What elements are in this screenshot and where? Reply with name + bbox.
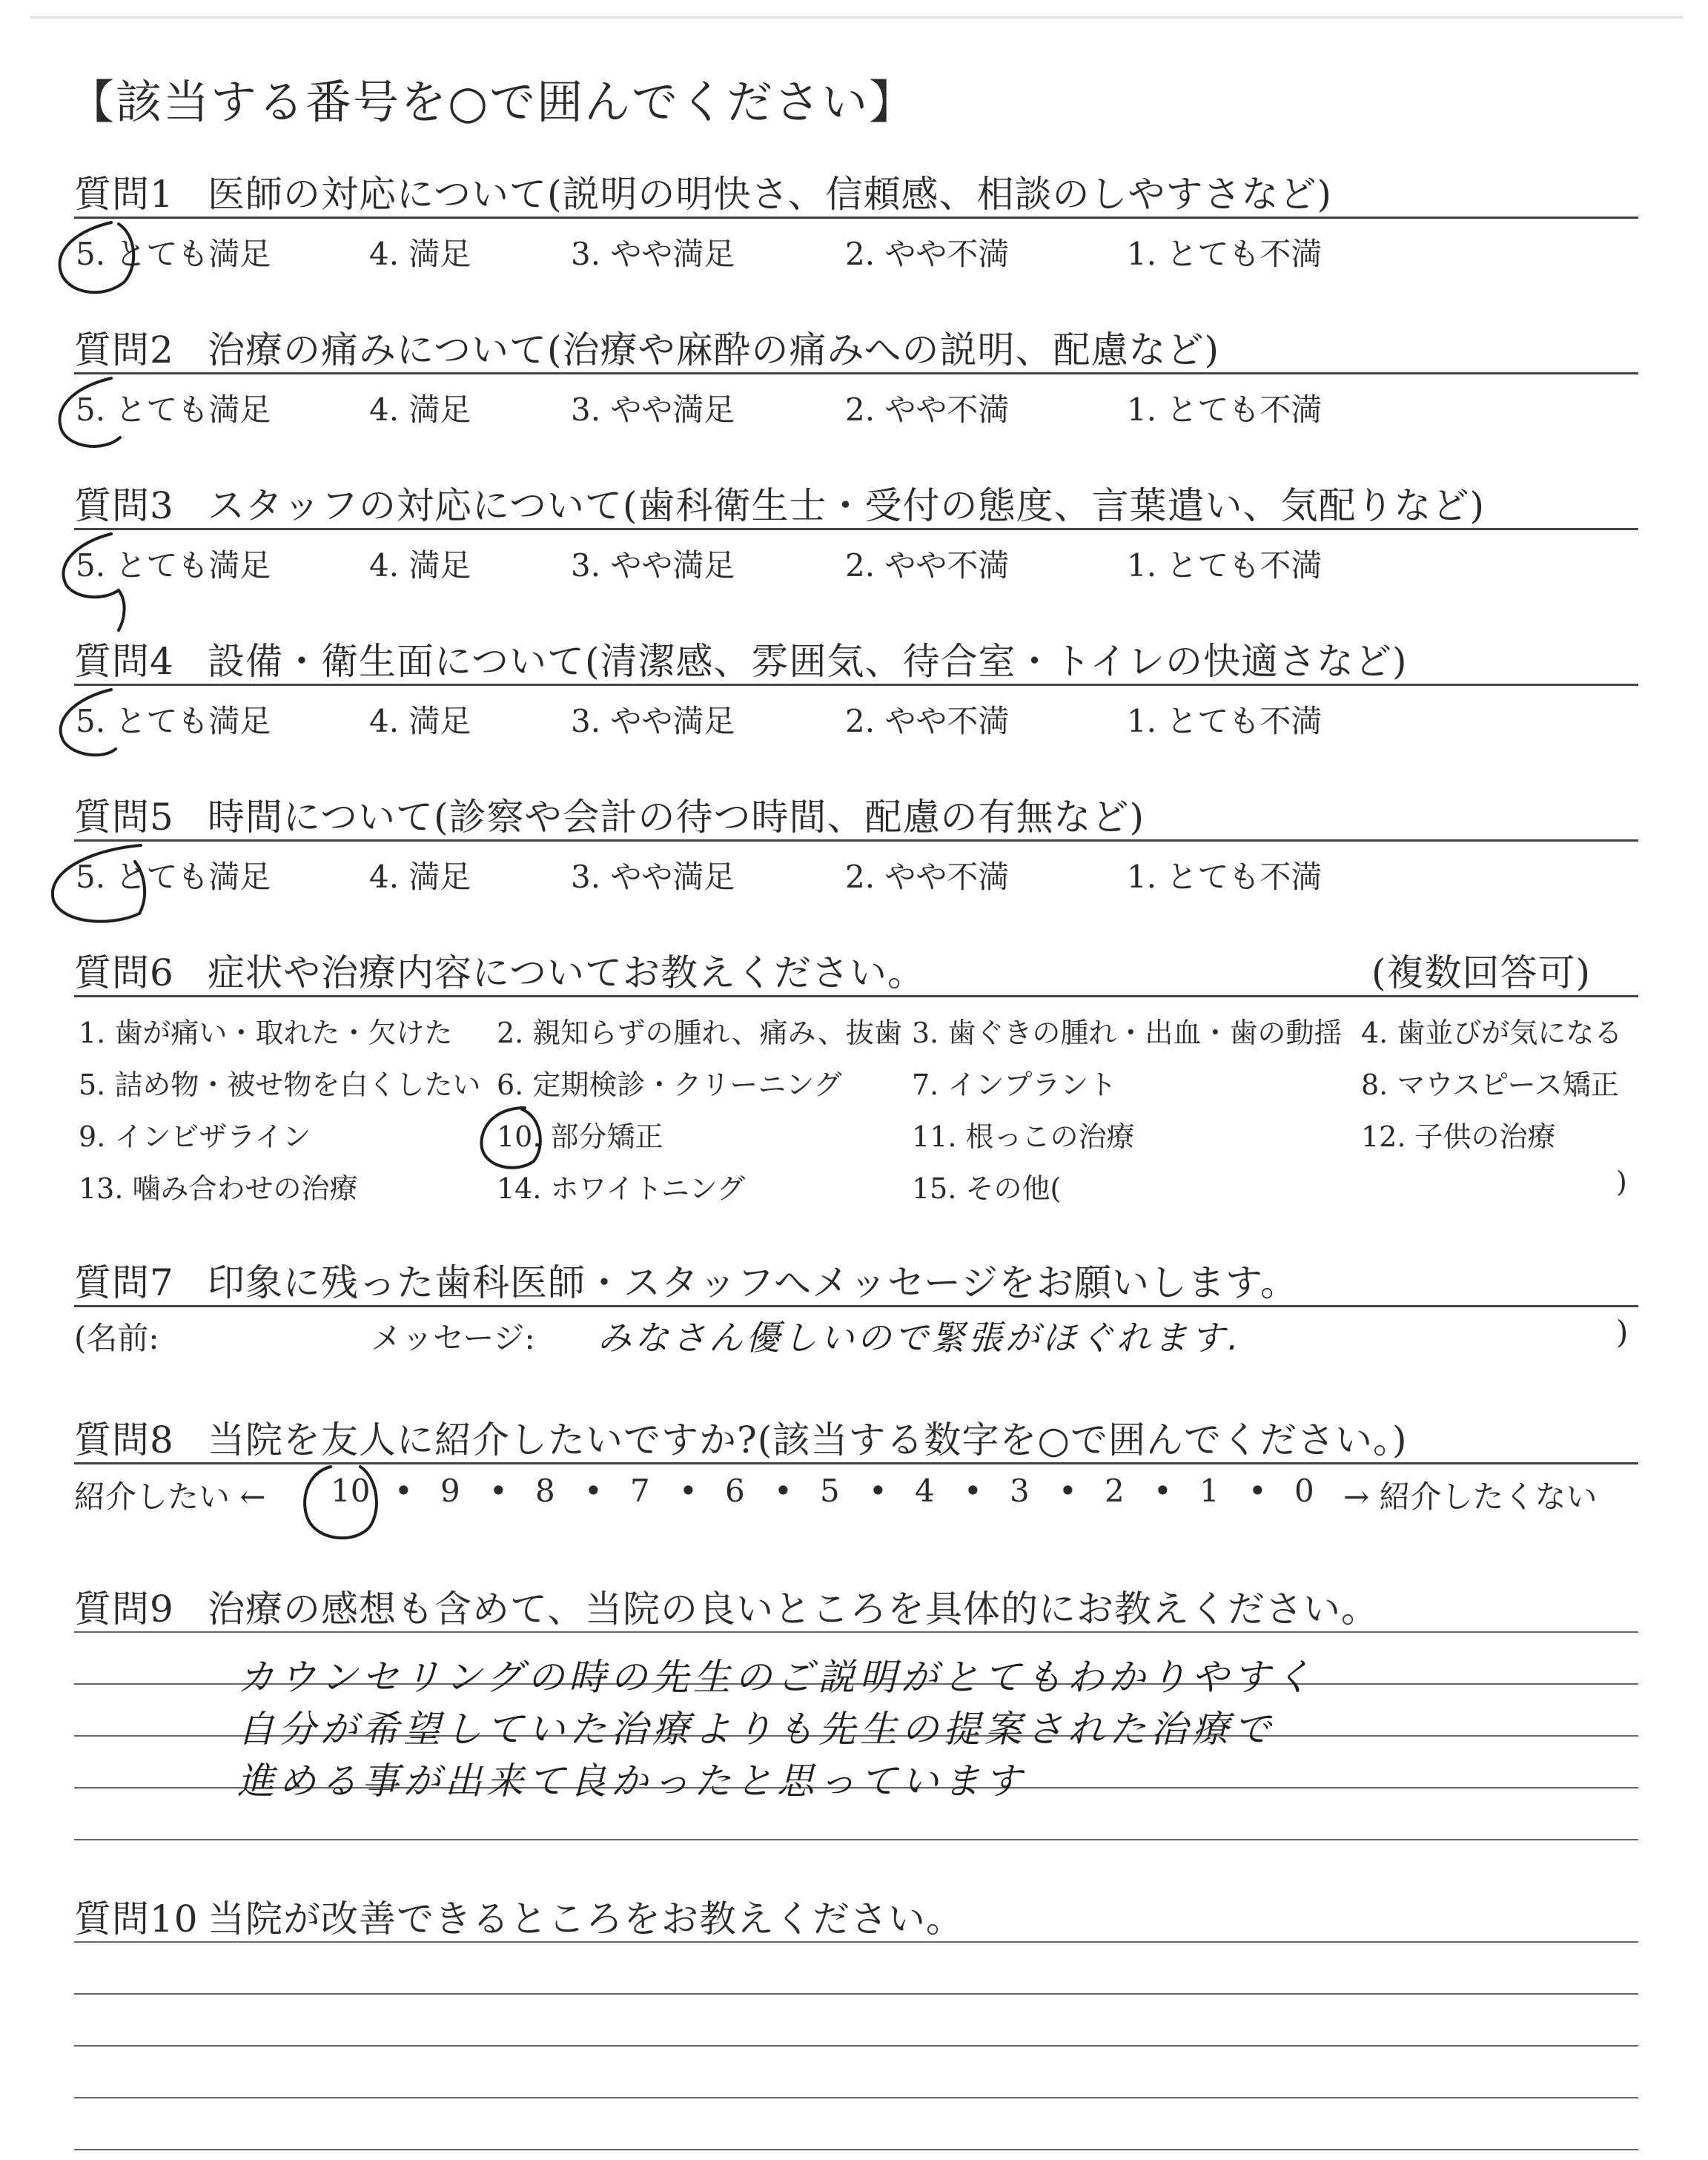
question-9-text: 治療の感想も含めて、当院の良いところを具体的にお教えください。 <box>208 1588 1379 1631</box>
q8-separator: • <box>679 1473 698 1509</box>
q1-option-1[interactable]: 1. とても不満 <box>1127 236 1323 272</box>
q8-separator: • <box>1153 1473 1172 1509</box>
q3-option-5[interactable]: 5. とても満足 <box>76 547 271 584</box>
question-9-number: 質問9 <box>74 1588 174 1631</box>
q1-option-4[interactable]: 4. 満足 <box>369 236 471 272</box>
q8-scale-6[interactable]: 6 <box>725 1473 745 1509</box>
q2-option-2[interactable]: 2. やや不満 <box>845 392 1010 428</box>
q4-option-3[interactable]: 3. やや満足 <box>571 703 735 739</box>
q8-separator: • <box>1059 1473 1077 1509</box>
q6-option-7[interactable]: 7. インプラント <box>912 1069 1117 1101</box>
q2-option-1[interactable]: 1. とても不満 <box>1127 392 1323 428</box>
q6-option-8[interactable]: 8. マウスピース矯正 <box>1361 1069 1619 1101</box>
q8-separator: • <box>774 1473 792 1509</box>
q6-option-6[interactable]: 6. 定期検診・クリーニング <box>497 1069 842 1101</box>
q3-option-2[interactable]: 2. やや不満 <box>845 547 1010 584</box>
q8-scale-3[interactable]: 3 <box>1010 1473 1030 1509</box>
q8-separator: • <box>394 1473 413 1509</box>
question-10-title <box>74 1889 964 1943</box>
q8-scale-2[interactable]: 2 <box>1105 1473 1125 1509</box>
question-10-line-5 <box>74 2149 1638 2150</box>
q8-scale-0[interactable]: 0 <box>1294 1473 1314 1509</box>
question-1-text: 医師の対応について(説明の明快さ、信頼感、相談のしやすさなど) <box>208 173 1333 216</box>
q3-option-1[interactable]: 1. とても不満 <box>1127 547 1323 584</box>
question-7-number: 質問7 <box>74 1261 174 1304</box>
q8-scale-9[interactable]: 9 <box>440 1473 460 1509</box>
question-2-title <box>74 320 1219 374</box>
q5-option-1[interactable]: 1. とても不満 <box>1127 859 1323 895</box>
q5-option-4[interactable]: 4. 満足 <box>369 859 471 895</box>
q8-right-label: → 紹介したくない <box>1343 1479 1598 1515</box>
q4-option-2[interactable]: 2. やや不満 <box>845 703 1010 739</box>
q7-message-answer[interactable]: みなさん優しいので緊張がほぐれます. <box>598 1318 1242 1358</box>
question-4-rule <box>74 684 1638 686</box>
question-5-number: 質問5 <box>74 796 174 839</box>
question-6-number: 質問6 <box>74 951 174 994</box>
q2-option-5[interactable]: 5. とても満足 <box>76 392 271 428</box>
q2-option-4[interactable]: 4. 満足 <box>369 392 471 428</box>
question-9-line-5 <box>74 1839 1638 1840</box>
question-10-line-4 <box>74 2097 1638 2098</box>
q5-option-2[interactable]: 2. やや不満 <box>845 859 1010 895</box>
question-10-line-2 <box>74 1993 1638 1995</box>
question-1-number: 質問1 <box>74 173 174 216</box>
q9-answer-line-2[interactable]: 自分が希望していた治療よりも先生の提案された治療で <box>237 1708 1275 1751</box>
q8-scale-1[interactable]: 1 <box>1199 1473 1219 1509</box>
question-8-title <box>74 1410 1407 1464</box>
q8-scale-10[interactable]: 10 <box>331 1473 371 1509</box>
page-heading: 【該当する番号を○で囲んでください】 <box>68 75 917 129</box>
q8-separator: • <box>964 1473 982 1509</box>
question-4-number: 質問4 <box>74 640 174 683</box>
question-1-rule <box>74 217 1638 219</box>
q3-option-3[interactable]: 3. やや満足 <box>571 547 735 584</box>
question-8-text: 当院を友人に紹介したいですか?(該当する数字を○で囲んでください。) <box>208 1418 1408 1462</box>
q6-option-13[interactable]: 13. 噛み合わせの治療 <box>79 1172 358 1205</box>
question-2-rule <box>74 372 1638 374</box>
question-1-title <box>74 165 1332 218</box>
q1-option-5[interactable]: 5. とても満足 <box>76 236 271 272</box>
q6-option-4[interactable]: 4. 歯並びが気になる <box>1361 1017 1623 1049</box>
question-3-title <box>74 476 1485 529</box>
q8-left-label: 紹介したい ← <box>74 1479 266 1515</box>
q1-option-2[interactable]: 2. やや不満 <box>845 236 1010 272</box>
question-6-rule <box>74 995 1638 997</box>
q8-scale-5[interactable]: 5 <box>820 1473 840 1509</box>
question-9-title <box>74 1579 1379 1633</box>
q7-close-paren: ) <box>1616 1314 1629 1350</box>
question-5-text: 時間について(診察や会計の待つ時間、配慮の有無など) <box>208 796 1145 839</box>
question-3-text: スタッフの対応について(歯科衛生士・受付の態度、言葉遣い、気配りなど) <box>208 484 1486 527</box>
question-2-number: 質問2 <box>74 328 174 371</box>
q8-separator: • <box>1248 1473 1267 1509</box>
q3-option-4[interactable]: 4. 満足 <box>369 547 471 584</box>
question-10-number: 質問10 <box>74 1898 199 1941</box>
q8-scale-7[interactable]: 7 <box>630 1473 650 1509</box>
q4-option-4[interactable]: 4. 満足 <box>369 703 471 739</box>
q8-scale-4[interactable]: 4 <box>915 1473 935 1509</box>
question-6-note: (複数回答可) <box>1371 951 1592 994</box>
question-7-rule <box>74 1305 1638 1307</box>
question-10-line-3 <box>74 2045 1638 2047</box>
question-2-text: 治療の痛みについて(治療や麻酔の痛みへの説明、配慮など) <box>208 328 1220 371</box>
question-6-text: 症状や治療内容についてお教えください。 <box>208 951 925 994</box>
q4-option-5[interactable]: 5. とても満足 <box>76 703 271 739</box>
q8-separator: • <box>489 1473 508 1509</box>
question-3-number: 質問3 <box>74 484 174 527</box>
q4-option-1[interactable]: 1. とても不満 <box>1127 703 1323 739</box>
q6-option-5[interactable]: 5. 詰め物・被せ物を白くしたい <box>79 1069 481 1101</box>
q6-option-12[interactable]: 12. 子供の治療 <box>1361 1120 1556 1153</box>
question-9-line-1 <box>74 1631 1638 1633</box>
question-3-rule <box>74 528 1638 530</box>
question-7-title <box>74 1253 1298 1307</box>
question-6-title <box>74 943 925 997</box>
q1-option-3[interactable]: 3. やや満足 <box>571 236 735 272</box>
q7-name-label: (名前: <box>74 1320 159 1356</box>
q8-separator: • <box>584 1473 603 1509</box>
question-4-text: 設備・衛生面について(清潔感、雰囲気、待合室・トイレの快適さなど) <box>208 640 1408 683</box>
question-5-title <box>74 787 1145 841</box>
q5-option-5[interactable]: 5. とても満足 <box>76 859 271 895</box>
question-8-rule <box>74 1462 1638 1464</box>
q6-option-1[interactable]: 1. 歯が痛い・取れた・欠けた <box>79 1017 453 1049</box>
q8-separator: • <box>869 1473 887 1509</box>
q8-scale-8[interactable]: 8 <box>535 1473 555 1509</box>
question-10-line-1 <box>74 1941 1638 1943</box>
question-10-text: 当院が改善できるところをお教えください。 <box>208 1898 964 1941</box>
q6-option-2[interactable]: 2. 親知らずの腫れ、痛み、抜歯 <box>497 1017 902 1049</box>
scan-edge <box>30 16 1683 19</box>
question-8-number: 質問8 <box>74 1418 174 1462</box>
q6-option-14[interactable]: 14. ホワイトニング <box>497 1172 746 1205</box>
q6-option-15[interactable]: 15. その他( <box>912 1172 1062 1205</box>
q9-answer-line-3[interactable]: 進める事が出来て良かったと思っています <box>237 1760 1026 1803</box>
q2-option-3[interactable]: 3. やや満足 <box>571 392 735 428</box>
q9-answer-line-1[interactable]: カウンセリングの時の先生のご説明がとてもわかりやすく <box>237 1656 1316 1699</box>
q6-option-11[interactable]: 11. 根っこの治療 <box>912 1120 1135 1153</box>
q7-message-label: メッセージ: <box>371 1320 535 1356</box>
question-4-title <box>74 632 1408 685</box>
question-5-rule <box>74 839 1638 842</box>
q6-option-3[interactable]: 3. 歯ぐきの腫れ・出血・歯の動揺 <box>912 1017 1343 1049</box>
q6-option-9[interactable]: 9. インビザライン <box>79 1120 311 1153</box>
q6-option-15-close-paren: ) <box>1616 1166 1627 1198</box>
q6-option-10[interactable]: 10. 部分矯正 <box>497 1120 663 1153</box>
q5-option-3[interactable]: 3. やや満足 <box>571 859 735 895</box>
question-7-text: 印象に残った歯科医師・スタッフへメッセージをお願いします。 <box>208 1261 1298 1304</box>
